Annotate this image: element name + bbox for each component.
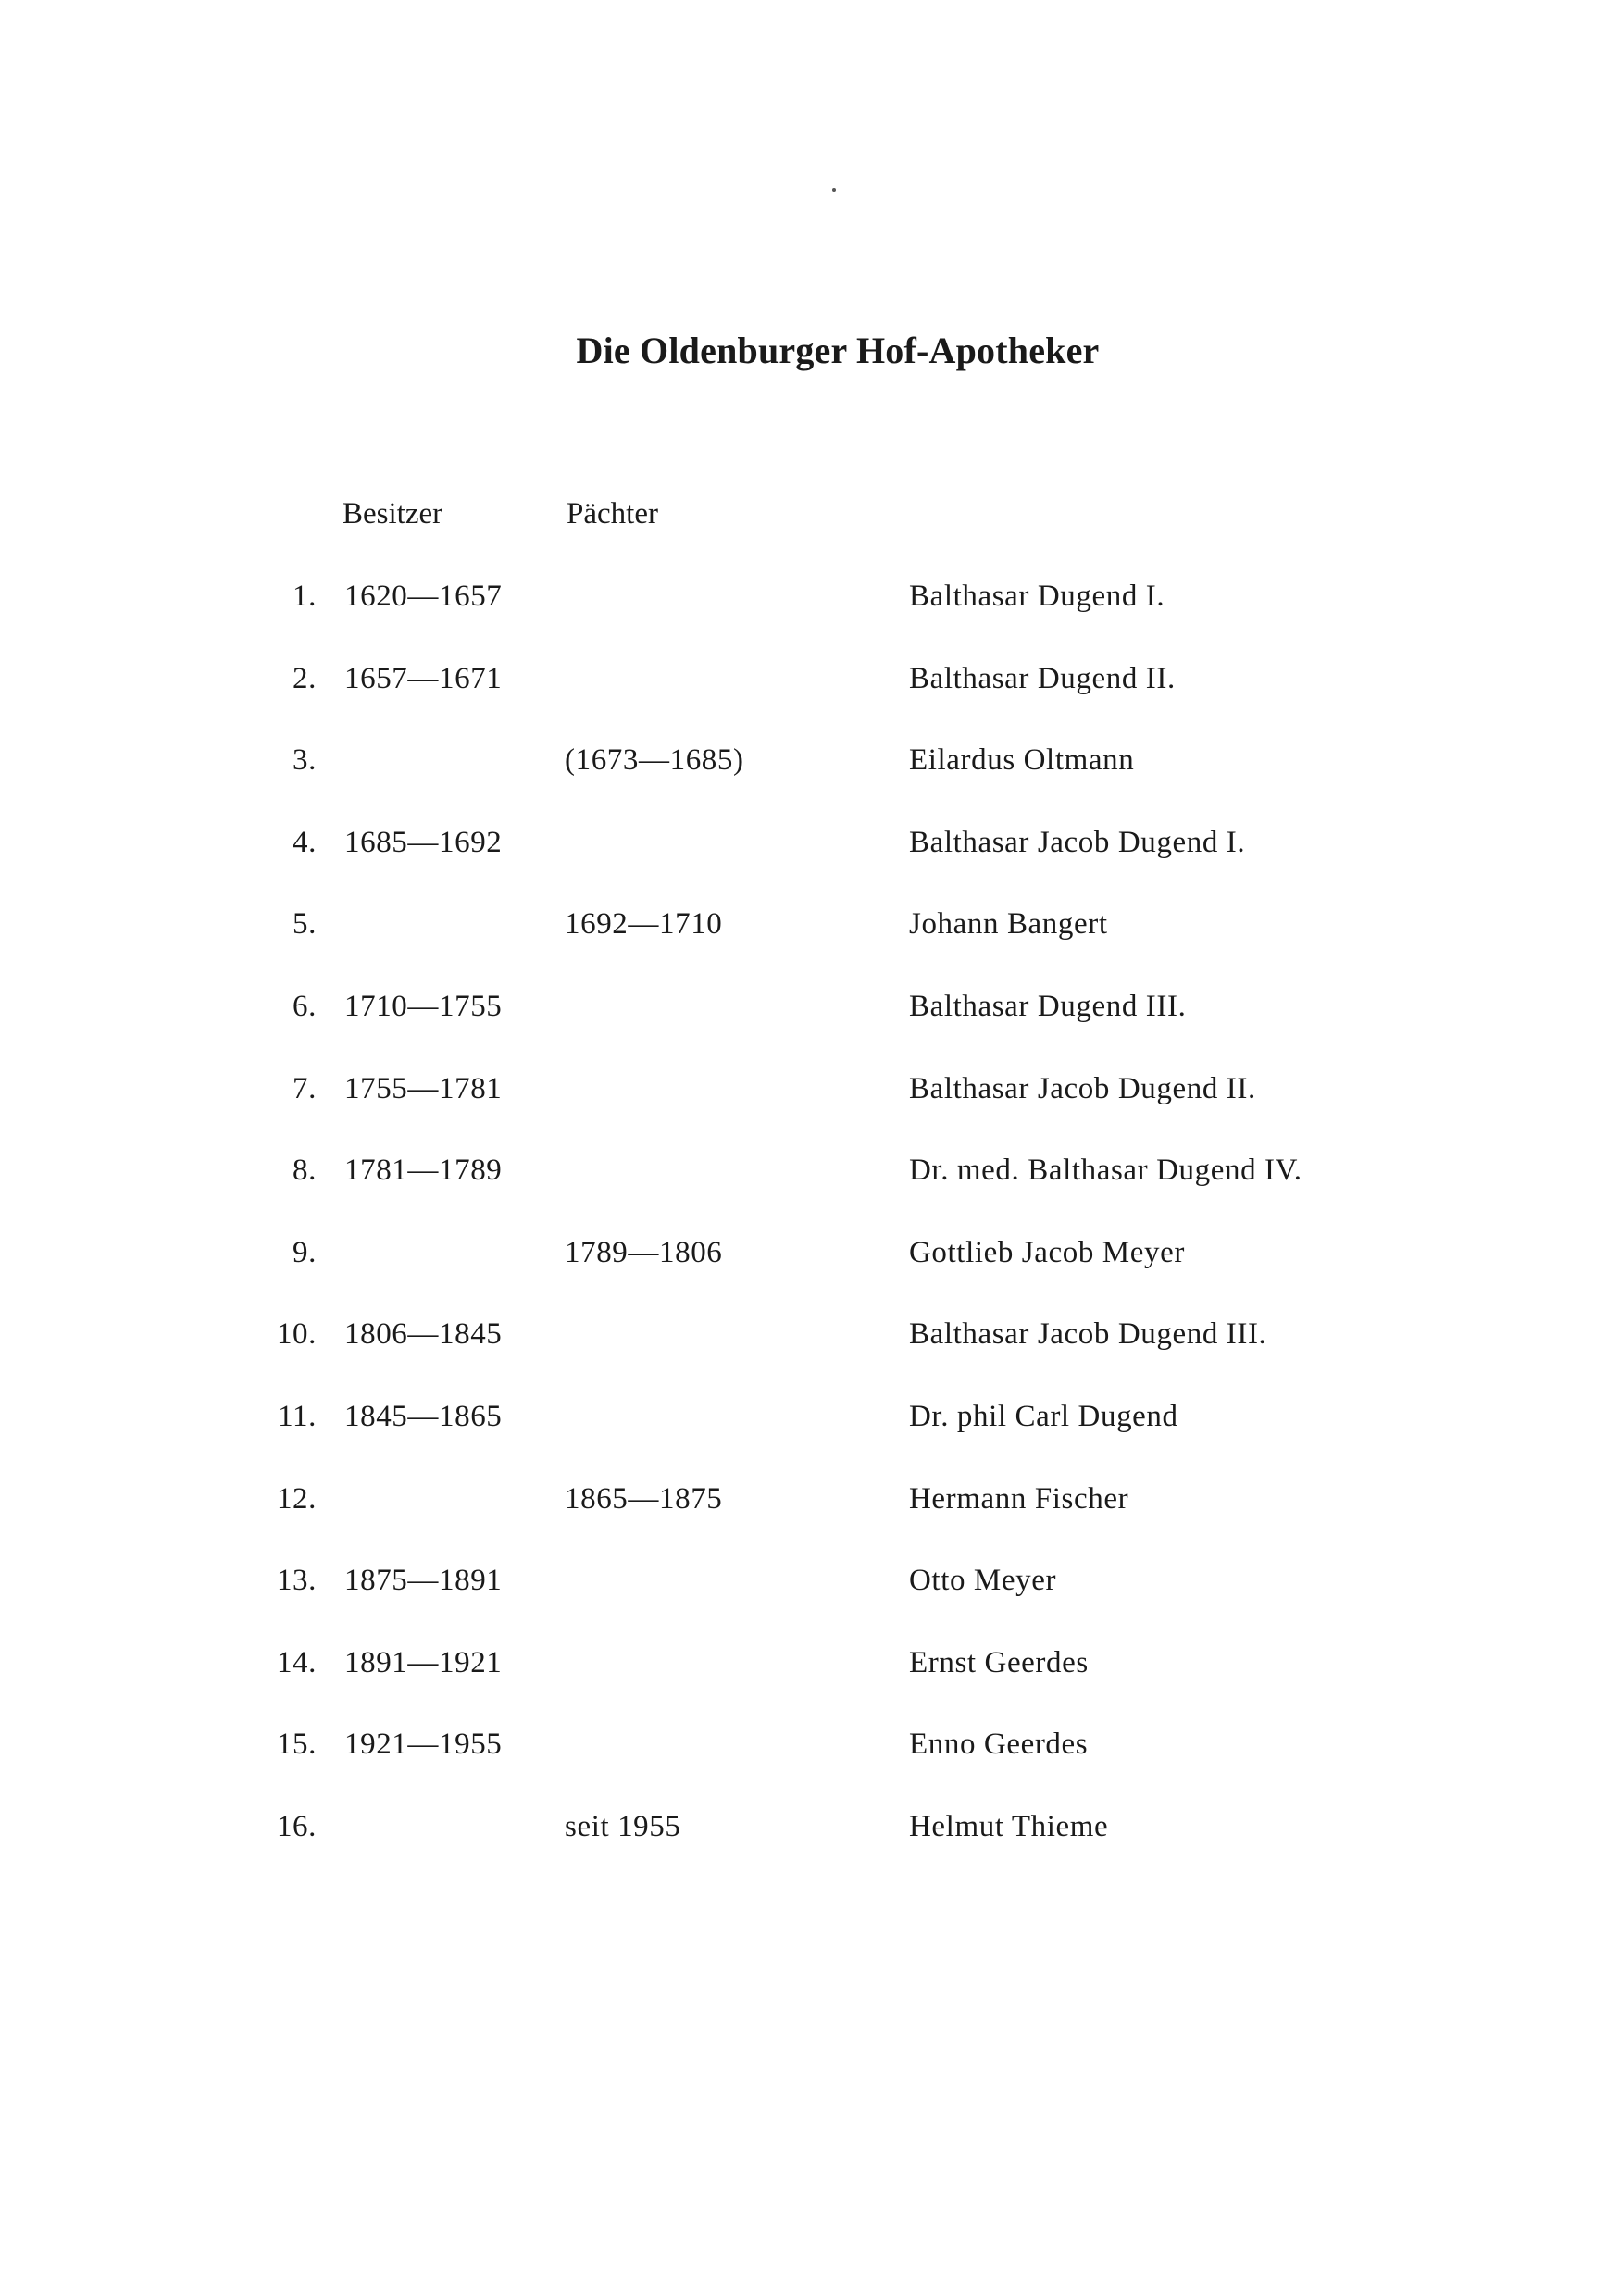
column-header-lease: Pächter — [567, 497, 658, 530]
apothecary-name: Balthasar Dugend III. — [909, 989, 1187, 1023]
lease-period: 1692—1710 — [565, 907, 723, 942]
owner-period: 1891—1921 — [344, 1645, 503, 1679]
table-row — [0, 1317, 1607, 1400]
owner-period: 1781—1789 — [344, 1154, 503, 1188]
owner-period: 1806—1845 — [344, 1317, 503, 1352]
apothecary-name: Balthasar Jacob Dugend III. — [909, 1317, 1267, 1352]
lease-period: seit 1955 — [565, 1809, 681, 1843]
apothecary-name: Hermann Fischer — [909, 1481, 1129, 1516]
row-number: 11. — [278, 1399, 317, 1433]
row-number: 1. — [293, 580, 317, 613]
owner-period: 1657—1671 — [344, 661, 503, 695]
table-row — [0, 1400, 1607, 1482]
table-row — [0, 580, 1607, 662]
table-row — [0, 1564, 1607, 1646]
apothecary-name: Otto Meyer — [909, 1564, 1057, 1598]
owner-period: 1845—1865 — [344, 1399, 503, 1433]
table-row — [0, 1728, 1607, 1810]
row-number: 16. — [276, 1809, 317, 1843]
apothecary-name: Johann Bangert — [909, 907, 1108, 942]
table-row — [0, 826, 1607, 908]
table-row — [0, 1154, 1607, 1236]
scan-speck — [832, 188, 836, 192]
owner-period: 1685—1692 — [344, 825, 503, 859]
apothecary-name: Enno Geerdes — [909, 1728, 1089, 1762]
apothecary-name: Helmut Thieme — [909, 1809, 1109, 1843]
owner-period: 1921—1955 — [344, 1728, 503, 1762]
row-number: 8. — [293, 1154, 317, 1188]
row-number: 10. — [276, 1317, 317, 1352]
table-row — [0, 907, 1607, 990]
apothecary-name: Balthasar Dugend I. — [909, 580, 1165, 613]
table-row — [0, 1236, 1607, 1318]
apothecary-name: Eilardus Oltmann — [909, 743, 1135, 778]
table-row — [0, 743, 1607, 826]
column-header-owner: Besitzer — [343, 497, 443, 530]
apothecary-name: Ernst Geerdes — [909, 1645, 1089, 1679]
apothecary-name: Dr. med. Balthasar Dugend IV. — [909, 1154, 1302, 1188]
table-row — [0, 990, 1607, 1072]
row-number: 13. — [276, 1564, 317, 1598]
table-row — [0, 1482, 1607, 1565]
table-row — [0, 662, 1607, 744]
table-row — [0, 1072, 1607, 1154]
row-number: 12. — [276, 1481, 317, 1516]
owner-period: 1875—1891 — [344, 1564, 503, 1598]
row-number: 4. — [293, 825, 317, 859]
table-row — [0, 1646, 1607, 1728]
lease-period: 1789—1806 — [565, 1235, 723, 1269]
apothecary-name: Balthasar Jacob Dugend II. — [909, 1071, 1256, 1105]
apothecary-name: Balthasar Jacob Dugend I. — [909, 825, 1246, 859]
apothecary-name: Balthasar Dugend II. — [909, 661, 1176, 695]
row-number: 15. — [276, 1728, 317, 1762]
apothecary-name: Gottlieb Jacob Meyer — [909, 1235, 1185, 1269]
row-number: 9. — [293, 1235, 317, 1269]
owner-period: 1755—1781 — [344, 1071, 503, 1105]
apothecary-list — [0, 580, 1607, 1892]
page-title: Die Oldenburger Hof-Apotheker — [576, 330, 1100, 371]
row-number: 14. — [276, 1645, 317, 1679]
table-header — [0, 497, 1607, 538]
row-number: 2. — [293, 661, 317, 695]
row-number: 3. — [293, 743, 317, 778]
row-number: 5. — [293, 907, 317, 942]
lease-period: (1673—1685) — [565, 743, 744, 778]
owner-period: 1710—1755 — [344, 989, 503, 1023]
lease-period: 1865—1875 — [565, 1481, 723, 1516]
apothecary-name: Dr. phil Carl Dugend — [909, 1399, 1178, 1433]
table-row — [0, 1810, 1607, 1892]
owner-period: 1620—1657 — [344, 580, 503, 613]
row-number: 6. — [293, 989, 317, 1023]
row-number: 7. — [293, 1071, 317, 1105]
